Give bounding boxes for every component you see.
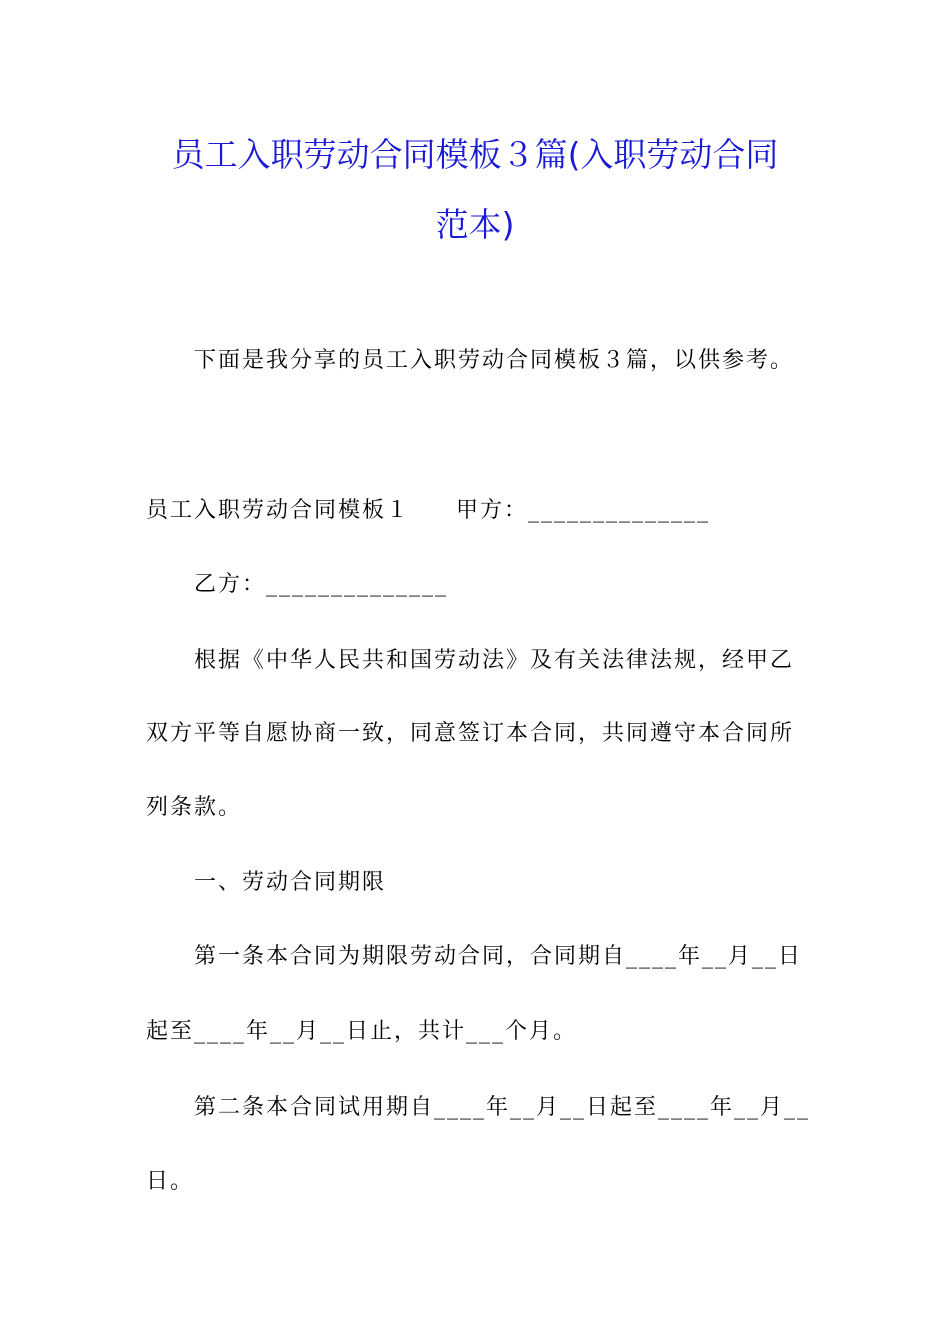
paragraph-1-line-3: 列条款。 — [146, 795, 243, 820]
party-a-blank: ______________ — [528, 498, 711, 523]
article-1-line-1: 第一条本合同为期限劳动合同，合同期自____年__月__日 — [194, 944, 803, 969]
article-1-line-2: 起至____年__月__日止，共计___个月。 — [146, 1019, 578, 1044]
intro-paragraph: 下面是我分享的员工入职劳动合同模板３篇，以供参考。 — [194, 348, 795, 373]
paragraph-1-line-2: 双方平等自愿协商一致，同意签订本合同，共同遵守本合同所 — [146, 721, 795, 746]
party-a-label: 甲方： — [456, 498, 529, 523]
article-2-line-2: 日。 — [146, 1169, 195, 1194]
article-2-line-1: 第二条本合同试用期自____年__月__日起至____年__月__ — [194, 1095, 811, 1120]
template-1-label: 员工入职劳动合同模板１ — [146, 498, 411, 523]
party-b-label: 乙方： — [194, 572, 267, 597]
paragraph-1-line-1: 根据《中华人民共和国劳动法》及有关法律法规，经甲乙 — [194, 648, 795, 673]
document-title-line-1: 员工入职劳动合同模板３篇(入职劳动合同 — [171, 135, 779, 174]
party-b-line — [194, 571, 448, 599]
section-1-heading: 一、劳动合同期限 — [194, 870, 387, 895]
party-b-blank: ______________ — [266, 572, 449, 597]
template-1-heading-line — [146, 497, 710, 525]
document-title-line-2: 范本) — [435, 205, 515, 244]
